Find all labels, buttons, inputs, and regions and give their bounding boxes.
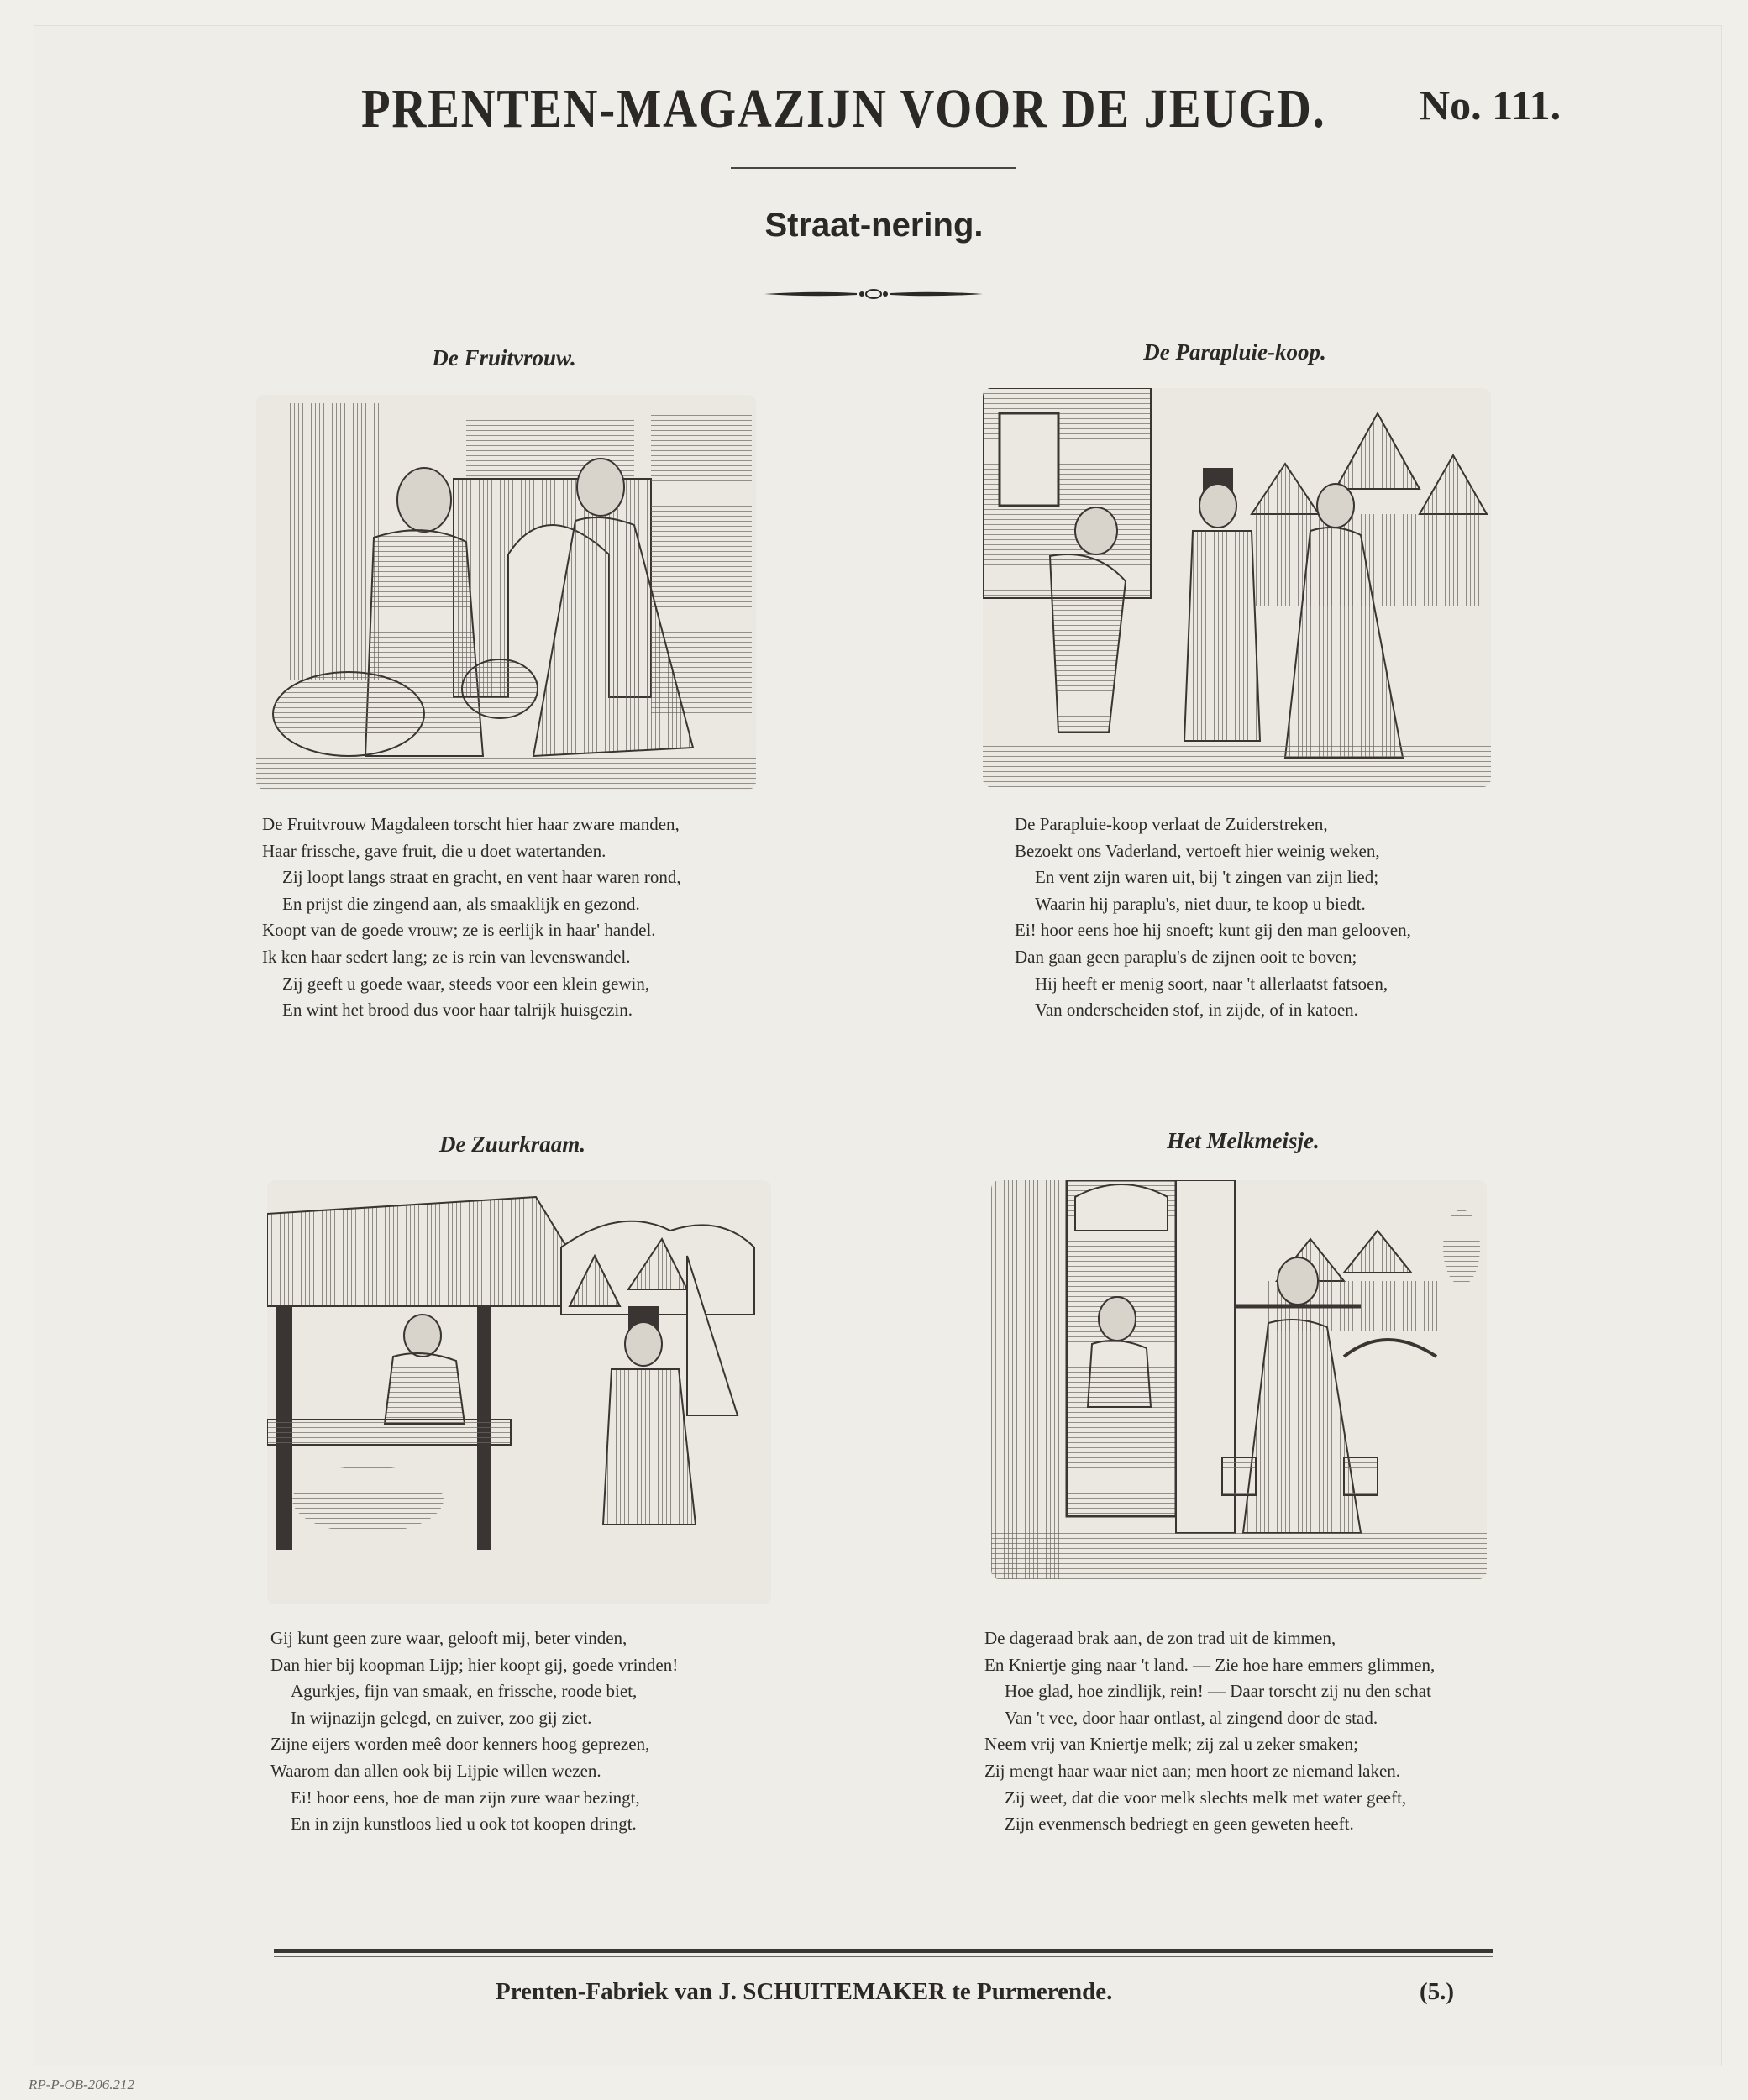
verse-line: Neem vrij van Kniertje melk; zij zal u zeker smaken; xyxy=(984,1734,1358,1755)
verse-line: Ei! hoor eens hoe hij snoeft; kunt gij den man gelooven, xyxy=(1015,920,1411,941)
sheet-subtitle: Straat-nering. xyxy=(764,207,984,244)
verse-line: Van onderscheiden stof, in zijde, of in katoen. xyxy=(1035,1000,1358,1021)
verse-line: Ei! hoor eens, hoe de man zijn zure waar bezingt, xyxy=(291,1787,640,1808)
verse-line: Hij heeft er menig soort, naar 't allerlaatst fatsoen, xyxy=(1035,973,1388,994)
verse-line: Zij weet, dat die voor melk slechts melk met water geeft, xyxy=(1005,1787,1407,1808)
illustration-fruitvrouw xyxy=(256,395,756,790)
verse-line: Bezoekt ons Vaderland, vertoeft hier weinig weken, xyxy=(1015,840,1380,861)
verse-line: Waarin hij paraplu's, niet duur, te koop u biedt. xyxy=(1035,893,1366,914)
illustration-parapluie-koop xyxy=(983,388,1491,787)
verse-line: Van 't vee, door haar ontlast, al zingend door de stad. xyxy=(1005,1707,1378,1728)
footer-rule xyxy=(274,1949,1493,1953)
verse-line: En wint het brood dus voor haar talrijk huisgezin. xyxy=(282,1000,633,1021)
title-divider xyxy=(731,167,1016,169)
verse-line: In wijnazijn gelegd, en zuiver, zoo gij ziet. xyxy=(291,1707,592,1728)
verse-zuurkraam xyxy=(270,1625,678,1838)
verse-line: Gij kunt geen zure waar, gelooft mij, beter vinden, xyxy=(270,1628,627,1648)
verse-line: Waarom dan allen ook bij Lijpie willen wezen. xyxy=(270,1760,601,1781)
verse-line: En vent zijn waren uit, bij 't zingen van zijn lied; xyxy=(1035,867,1379,888)
footer-rule-thin xyxy=(274,1956,1493,1957)
verse-line: De Fruitvrouw Magdaleen torscht hier haar zware manden, xyxy=(262,814,680,834)
panel-title-fruitvrouw: De Fruitvrouw. xyxy=(432,345,576,370)
illustration-melkmeisje xyxy=(991,1180,1487,1579)
verse-line: Dan gaan geen paraplu's de zijnen ooit te boven; xyxy=(1015,946,1357,967)
panel-title-zuurkraam: De Zuurkraam. xyxy=(438,1131,586,1157)
verse-line: Hoe glad, hoe zindlijk, rein! — Daar torscht zij nu den schat xyxy=(1005,1681,1431,1702)
verse-parapluie-koop xyxy=(1015,811,1411,1024)
verse-line: Agurkjes, fijn van smaak, en frissche, roode biet, xyxy=(291,1681,638,1702)
page-title: PRENTEN-MAGAZIJN VOOR DE JEUGD. xyxy=(361,78,1326,139)
publisher-line: Prenten-Fabriek van J. SCHUITEMAKER te Purmerende. xyxy=(496,1978,1113,2005)
verse-line: Koopt van de goede vrouw; ze is eerlijk in haar' handel. xyxy=(262,920,656,941)
page-number: (5.) xyxy=(1420,1978,1455,2005)
verse-line: En in zijn kunstloos lied u ook tot koopen dringt. xyxy=(291,1814,637,1835)
verse-line: En prijst die zingend aan, als smaaklijk en gezond. xyxy=(282,893,640,914)
verse-fruitvrouw xyxy=(262,811,681,1024)
issue-number: No. 111. xyxy=(1420,81,1562,129)
verse-line: Zijne eijers worden meê door kenners hoog geprezen, xyxy=(270,1734,650,1755)
verse-line: Zijn evenmensch bedriegt en geen geweten heeft. xyxy=(1005,1814,1354,1835)
verse-line: De Parapluie-koop verlaat de Zuiderstreken, xyxy=(1015,814,1328,834)
verse-line: De dageraad brak aan, de zon trad uit de kimmen, xyxy=(984,1628,1336,1648)
verse-line: Haar frissche, gave fruit, die u doet watertanden. xyxy=(262,840,606,861)
panel-title-melkmeisje: Het Melkmeisje. xyxy=(1167,1128,1320,1153)
verse-melkmeisje xyxy=(984,1625,1435,1838)
verse-line: Zij geeft u goede waar, steeds voor een klein gewin, xyxy=(282,973,650,994)
illustration-zuurkraam xyxy=(267,1180,771,1604)
verse-line: Zij mengt haar waar niet aan; men hoort ze niemand laken. xyxy=(984,1760,1401,1781)
ornament-divider xyxy=(764,286,983,302)
verse-line: Ik ken haar sedert lang; ze is rein van levenswandel. xyxy=(262,946,631,967)
verse-line: En Kniertje ging naar 't land. — Zie hoe hare emmers glimmen, xyxy=(984,1654,1436,1675)
catalog-id: RP-P-OB-206.212 xyxy=(29,2076,135,2092)
panel-title-parapluie-koop: De Parapluie-koop. xyxy=(1143,339,1326,365)
verse-line: Zij loopt langs straat en gracht, en vent haar waren rond, xyxy=(282,867,681,888)
verse-line: Dan hier bij koopman Lijp; hier koopt gij, goede vrinden! xyxy=(270,1654,679,1675)
